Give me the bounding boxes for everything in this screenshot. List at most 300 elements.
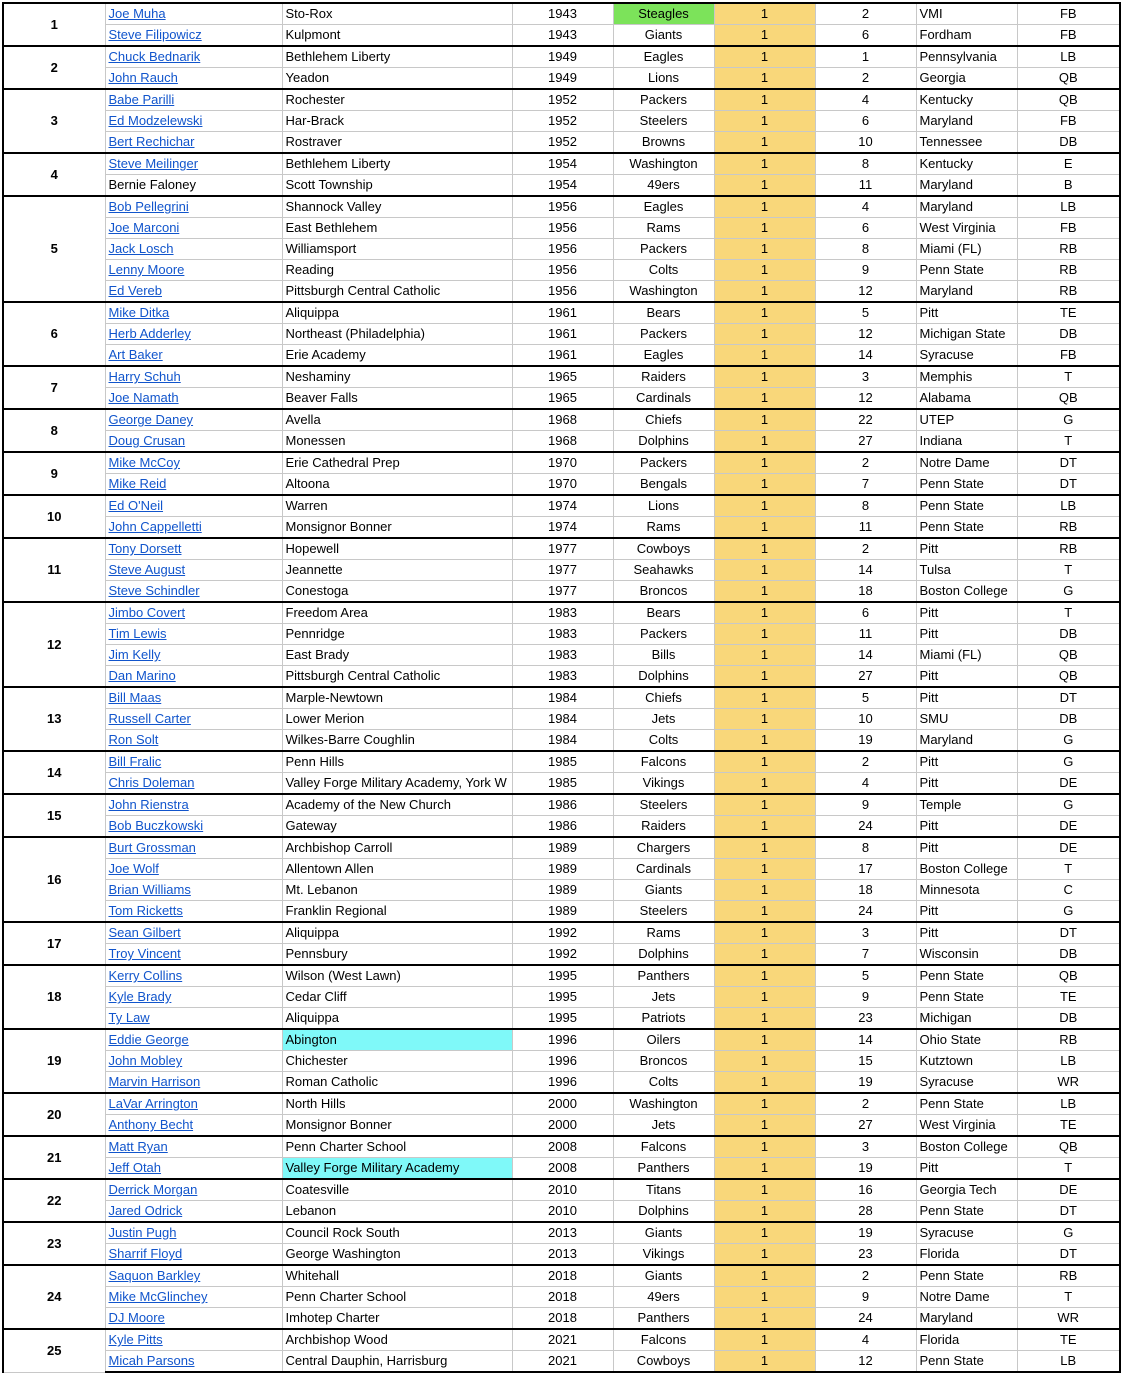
high-school-cell[interactable]: Beaver Falls: [282, 388, 512, 410]
player-name-cell[interactable]: [105, 452, 282, 474]
round-cell[interactable]: 1: [714, 645, 815, 666]
nfl-team-cell[interactable]: Chargers: [613, 837, 714, 859]
college-cell[interactable]: Penn State: [916, 495, 1017, 517]
pick-cell[interactable]: 1: [815, 46, 916, 68]
player-name-cell[interactable]: [105, 1029, 282, 1051]
player-link[interactable]: Ed Vereb: [108, 283, 162, 298]
college-cell[interactable]: Pitt: [916, 837, 1017, 859]
high-school-cell[interactable]: Aliquippa: [282, 922, 512, 944]
high-school-cell[interactable]: Pittsburgh Central Catholic: [282, 666, 512, 688]
nfl-team-cell[interactable]: Bills: [613, 645, 714, 666]
nfl-team-cell[interactable]: Panthers: [613, 1158, 714, 1180]
rank-cell[interactable]: 6: [3, 302, 105, 366]
pick-cell[interactable]: 5: [815, 687, 916, 709]
nfl-team-cell[interactable]: Dolphins: [613, 944, 714, 966]
round-cell[interactable]: 1: [714, 730, 815, 752]
nfl-team-cell[interactable]: 49ers: [613, 175, 714, 197]
high-school-cell[interactable]: Cedar Cliff: [282, 987, 512, 1008]
pick-cell[interactable]: 14: [815, 645, 916, 666]
player-link[interactable]: Ty Law: [108, 1010, 150, 1025]
player-name-cell[interactable]: [105, 1051, 282, 1072]
high-school-cell[interactable]: Har-Brack: [282, 111, 512, 132]
high-school-cell[interactable]: Council Rock South: [282, 1222, 512, 1244]
position-cell[interactable]: WR: [1017, 1308, 1120, 1330]
round-cell[interactable]: 1: [714, 944, 815, 966]
college-cell[interactable]: Syracuse: [916, 1222, 1017, 1244]
pick-cell[interactable]: 11: [815, 517, 916, 539]
position-cell[interactable]: T: [1017, 1287, 1120, 1308]
pick-cell[interactable]: 10: [815, 132, 916, 154]
draft-year-cell[interactable]: 1995: [512, 965, 613, 987]
high-school-cell[interactable]: Rochester: [282, 89, 512, 111]
high-school-cell[interactable]: Wilson (West Lawn): [282, 965, 512, 987]
player-name-cell[interactable]: [105, 196, 282, 218]
draft-year-cell[interactable]: 2010: [512, 1201, 613, 1223]
round-cell[interactable]: 1: [714, 89, 815, 111]
position-cell[interactable]: G: [1017, 409, 1120, 431]
draft-year-cell[interactable]: 1965: [512, 366, 613, 388]
position-cell[interactable]: DE: [1017, 1179, 1120, 1201]
round-cell[interactable]: 1: [714, 302, 815, 324]
player-link[interactable]: Bert Rechichar: [108, 134, 195, 149]
college-cell[interactable]: Maryland: [916, 196, 1017, 218]
nfl-team-cell[interactable]: Bears: [613, 602, 714, 624]
player-link[interactable]: George Daney: [108, 412, 194, 427]
player-name-cell[interactable]: [105, 260, 282, 281]
nfl-team-cell[interactable]: Broncos: [613, 1051, 714, 1072]
pick-cell[interactable]: 8: [815, 495, 916, 517]
nfl-team-cell[interactable]: Chiefs: [613, 687, 714, 709]
round-cell[interactable]: 1: [714, 68, 815, 90]
pick-cell[interactable]: 18: [815, 880, 916, 901]
round-cell[interactable]: 1: [714, 1308, 815, 1330]
college-cell[interactable]: Notre Dame: [916, 452, 1017, 474]
position-cell[interactable]: T: [1017, 1158, 1120, 1180]
college-cell[interactable]: Michigan State: [916, 324, 1017, 345]
college-cell[interactable]: Boston College: [916, 1136, 1017, 1158]
round-cell[interactable]: 1: [714, 1222, 815, 1244]
high-school-cell[interactable]: Jeannette: [282, 560, 512, 581]
position-cell[interactable]: G: [1017, 751, 1120, 773]
position-cell[interactable]: QB: [1017, 1136, 1120, 1158]
high-school-cell[interactable]: Erie Cathedral Prep: [282, 452, 512, 474]
college-cell[interactable]: Maryland: [916, 1308, 1017, 1330]
draft-year-cell[interactable]: 1992: [512, 944, 613, 966]
position-cell[interactable]: FB: [1017, 345, 1120, 367]
draft-year-cell[interactable]: 1943: [512, 3, 613, 25]
draft-year-cell[interactable]: 1989: [512, 880, 613, 901]
player-name-cell[interactable]: [105, 474, 282, 496]
college-cell[interactable]: Pitt: [916, 687, 1017, 709]
round-cell[interactable]: 1: [714, 517, 815, 539]
pick-cell[interactable]: 3: [815, 922, 916, 944]
player-name-cell[interactable]: [105, 111, 282, 132]
round-cell[interactable]: 1: [714, 1029, 815, 1051]
round-cell[interactable]: 1: [714, 153, 815, 175]
nfl-team-cell[interactable]: Raiders: [613, 816, 714, 838]
college-cell[interactable]: Wisconsin: [916, 944, 1017, 966]
player-name-cell[interactable]: [105, 89, 282, 111]
college-cell[interactable]: SMU: [916, 709, 1017, 730]
pick-cell[interactable]: 9: [815, 794, 916, 816]
college-cell[interactable]: Penn State: [916, 474, 1017, 496]
rank-cell[interactable]: 10: [3, 495, 105, 538]
draft-year-cell[interactable]: 2018: [512, 1287, 613, 1308]
college-cell[interactable]: Georgia Tech: [916, 1179, 1017, 1201]
player-name-cell[interactable]: [105, 965, 282, 987]
player-name-cell[interactable]: [105, 1201, 282, 1223]
round-cell[interactable]: 1: [714, 1115, 815, 1137]
position-cell[interactable]: QB: [1017, 645, 1120, 666]
position-cell[interactable]: QB: [1017, 68, 1120, 90]
nfl-team-cell[interactable]: Packers: [613, 452, 714, 474]
draft-year-cell[interactable]: 1983: [512, 602, 613, 624]
college-cell[interactable]: Maryland: [916, 175, 1017, 197]
round-cell[interactable]: 1: [714, 560, 815, 581]
round-cell[interactable]: 1: [714, 1158, 815, 1180]
high-school-cell[interactable]: Whitehall: [282, 1265, 512, 1287]
nfl-team-cell[interactable]: Eagles: [613, 46, 714, 68]
high-school-cell[interactable]: Warren: [282, 495, 512, 517]
player-link[interactable]: John Mobley: [108, 1053, 183, 1068]
round-cell[interactable]: 1: [714, 3, 815, 25]
college-cell[interactable]: West Virginia: [916, 218, 1017, 239]
position-cell[interactable]: DT: [1017, 1244, 1120, 1266]
player-name-cell[interactable]: [105, 302, 282, 324]
nfl-team-cell[interactable]: Oilers: [613, 1029, 714, 1051]
pick-cell[interactable]: 18: [815, 581, 916, 603]
pick-cell[interactable]: 19: [815, 1072, 916, 1094]
pick-cell[interactable]: 3: [815, 366, 916, 388]
pick-cell[interactable]: 5: [815, 965, 916, 987]
draft-year-cell[interactable]: 1970: [512, 474, 613, 496]
player-link[interactable]: Tony Dorsett: [108, 541, 182, 556]
pick-cell[interactable]: 2: [815, 68, 916, 90]
player-link[interactable]: Steve Filipowicz: [108, 27, 202, 42]
college-cell[interactable]: Indiana: [916, 431, 1017, 453]
draft-year-cell[interactable]: 1956: [512, 218, 613, 239]
rank-cell[interactable]: 23: [3, 1222, 105, 1265]
high-school-cell[interactable]: Gateway: [282, 816, 512, 838]
draft-year-cell[interactable]: 1954: [512, 175, 613, 197]
high-school-cell[interactable]: Rostraver: [282, 132, 512, 154]
pick-cell[interactable]: 2: [815, 452, 916, 474]
player-link[interactable]: Eddie George: [108, 1032, 189, 1047]
round-cell[interactable]: 1: [714, 901, 815, 923]
pick-cell[interactable]: 16: [815, 1179, 916, 1201]
round-cell[interactable]: 1: [714, 1265, 815, 1287]
player-name-cell[interactable]: [105, 560, 282, 581]
high-school-cell[interactable]: Pennridge: [282, 624, 512, 645]
player-link[interactable]: Mike McGlinchey: [108, 1289, 208, 1304]
player-link[interactable]: John Rauch: [108, 70, 178, 85]
draft-year-cell[interactable]: 1968: [512, 409, 613, 431]
player-link[interactable]: Burt Grossman: [108, 840, 196, 855]
player-name-cell[interactable]: [105, 517, 282, 539]
player-link[interactable]: LaVar Arrington: [108, 1096, 198, 1111]
high-school-cell[interactable]: Central Dauphin, Harrisburg: [282, 1351, 512, 1373]
pick-cell[interactable]: 14: [815, 345, 916, 367]
player-link[interactable]: Steve Meilinger: [108, 156, 199, 171]
position-cell[interactable]: DT: [1017, 1201, 1120, 1223]
player-link[interactable]: Kerry Collins: [108, 968, 183, 983]
pick-cell[interactable]: 6: [815, 111, 916, 132]
nfl-team-cell[interactable]: Cowboys: [613, 1351, 714, 1373]
high-school-cell[interactable]: Freedom Area: [282, 602, 512, 624]
position-cell[interactable]: DE: [1017, 816, 1120, 838]
high-school-cell[interactable]: Monsignor Bonner: [282, 1115, 512, 1137]
position-cell[interactable]: FB: [1017, 218, 1120, 239]
college-cell[interactable]: Pitt: [916, 922, 1017, 944]
position-cell[interactable]: DB: [1017, 944, 1120, 966]
player-name-cell[interactable]: [105, 3, 282, 25]
player-link[interactable]: Justin Pugh: [108, 1225, 177, 1240]
draft-year-cell[interactable]: 1956: [512, 196, 613, 218]
rank-cell[interactable]: 17: [3, 922, 105, 965]
pick-cell[interactable]: 28: [815, 1201, 916, 1223]
player-name-cell[interactable]: [105, 1351, 282, 1373]
nfl-team-cell[interactable]: Eagles: [613, 345, 714, 367]
draft-year-cell[interactable]: 1984: [512, 730, 613, 752]
player-link[interactable]: Joe Wolf: [108, 861, 159, 876]
round-cell[interactable]: 1: [714, 687, 815, 709]
draft-year-cell[interactable]: 2010: [512, 1179, 613, 1201]
pick-cell[interactable]: 8: [815, 239, 916, 260]
round-cell[interactable]: 1: [714, 1093, 815, 1115]
player-name-cell[interactable]: [105, 25, 282, 47]
college-cell[interactable]: Temple: [916, 794, 1017, 816]
player-link[interactable]: Steve August: [108, 562, 186, 577]
nfl-team-cell[interactable]: Dolphins: [613, 666, 714, 688]
nfl-team-cell[interactable]: Rams: [613, 218, 714, 239]
nfl-team-cell[interactable]: Jets: [613, 1115, 714, 1137]
high-school-cell[interactable]: Allentown Allen: [282, 859, 512, 880]
draft-year-cell[interactable]: 1952: [512, 89, 613, 111]
pick-cell[interactable]: 11: [815, 175, 916, 197]
draft-year-cell[interactable]: 1996: [512, 1051, 613, 1072]
player-link[interactable]: Bob Buczkowski: [108, 818, 204, 833]
college-cell[interactable]: Kutztown: [916, 1051, 1017, 1072]
nfl-team-cell[interactable]: Dolphins: [613, 1201, 714, 1223]
college-cell[interactable]: Tennessee: [916, 132, 1017, 154]
player-name-cell[interactable]: [105, 388, 282, 410]
college-cell[interactable]: Pitt: [916, 302, 1017, 324]
nfl-team-cell[interactable]: Giants: [613, 25, 714, 47]
college-cell[interactable]: Syracuse: [916, 345, 1017, 367]
player-link[interactable]: Ed O'Neil: [108, 498, 164, 513]
player-name-cell[interactable]: [105, 1308, 282, 1330]
round-cell[interactable]: 1: [714, 709, 815, 730]
player-name-cell[interactable]: [105, 68, 282, 90]
round-cell[interactable]: 1: [714, 1179, 815, 1201]
nfl-team-cell[interactable]: Cardinals: [613, 388, 714, 410]
rank-cell[interactable]: 19: [3, 1029, 105, 1093]
round-cell[interactable]: 1: [714, 773, 815, 795]
college-cell[interactable]: Penn State: [916, 965, 1017, 987]
draft-year-cell[interactable]: 1961: [512, 302, 613, 324]
college-cell[interactable]: Penn State: [916, 517, 1017, 539]
position-cell[interactable]: RB: [1017, 517, 1120, 539]
player-link[interactable]: Tom Ricketts: [108, 903, 183, 918]
player-link[interactable]: Saquon Barkley: [108, 1268, 201, 1283]
round-cell[interactable]: 1: [714, 1072, 815, 1094]
high-school-cell[interactable]: Avella: [282, 409, 512, 431]
nfl-team-cell[interactable]: Jets: [613, 709, 714, 730]
nfl-team-cell[interactable]: Panthers: [613, 1308, 714, 1330]
high-school-cell[interactable]: Pennsbury: [282, 944, 512, 966]
draft-year-cell[interactable]: 1986: [512, 816, 613, 838]
high-school-cell[interactable]: Yeadon: [282, 68, 512, 90]
draft-year-cell[interactable]: 2021: [512, 1351, 613, 1373]
high-school-cell[interactable]: Monessen: [282, 431, 512, 453]
draft-year-cell[interactable]: 1983: [512, 624, 613, 645]
round-cell[interactable]: 1: [714, 987, 815, 1008]
position-cell[interactable]: RB: [1017, 281, 1120, 303]
pick-cell[interactable]: 17: [815, 859, 916, 880]
pick-cell[interactable]: 7: [815, 474, 916, 496]
pick-cell[interactable]: 24: [815, 816, 916, 838]
draft-year-cell[interactable]: 1986: [512, 794, 613, 816]
high-school-cell[interactable]: Archbishop Carroll: [282, 837, 512, 859]
round-cell[interactable]: 1: [714, 260, 815, 281]
nfl-team-cell[interactable]: Falcons: [613, 1329, 714, 1351]
player-link[interactable]: Jack Losch: [108, 241, 174, 256]
player-link[interactable]: DJ Moore: [108, 1310, 165, 1325]
nfl-team-cell[interactable]: Packers: [613, 624, 714, 645]
pick-cell[interactable]: 2: [815, 751, 916, 773]
round-cell[interactable]: 1: [714, 345, 815, 367]
nfl-team-cell[interactable]: Rams: [613, 922, 714, 944]
draft-year-cell[interactable]: 1983: [512, 666, 613, 688]
high-school-cell[interactable]: Sto-Rox: [282, 3, 512, 25]
pick-cell[interactable]: 12: [815, 388, 916, 410]
player-name-cell[interactable]: [105, 1072, 282, 1094]
college-cell[interactable]: Penn State: [916, 987, 1017, 1008]
player-link[interactable]: Chris Doleman: [108, 775, 195, 790]
position-cell[interactable]: RB: [1017, 239, 1120, 260]
player-name-cell[interactable]: [105, 324, 282, 345]
player-name-cell[interactable]: [105, 987, 282, 1008]
player-link[interactable]: Anthony Becht: [108, 1117, 194, 1132]
player-link[interactable]: Babe Parilli: [108, 92, 175, 107]
high-school-cell[interactable]: North Hills: [282, 1093, 512, 1115]
round-cell[interactable]: 1: [714, 751, 815, 773]
position-cell[interactable]: T: [1017, 366, 1120, 388]
player-name-cell[interactable]: [105, 409, 282, 431]
pick-cell[interactable]: 22: [815, 409, 916, 431]
high-school-cell[interactable]: Altoona: [282, 474, 512, 496]
player-name-cell[interactable]: [105, 602, 282, 624]
college-cell[interactable]: Pitt: [916, 901, 1017, 923]
high-school-cell[interactable]: Reading: [282, 260, 512, 281]
round-cell[interactable]: 1: [714, 1201, 815, 1223]
college-cell[interactable]: Kentucky: [916, 153, 1017, 175]
position-cell[interactable]: DT: [1017, 687, 1120, 709]
high-school-cell[interactable]: Marple-Newtown: [282, 687, 512, 709]
position-cell[interactable]: QB: [1017, 89, 1120, 111]
player-link[interactable]: Lenny Moore: [108, 262, 185, 277]
nfl-team-cell[interactable]: Lions: [613, 68, 714, 90]
round-cell[interactable]: 1: [714, 666, 815, 688]
player-link[interactable]: Sharrif Floyd: [108, 1246, 183, 1261]
pick-cell[interactable]: 14: [815, 1029, 916, 1051]
rank-cell[interactable]: 3: [3, 89, 105, 153]
player-link[interactable]: Matt Ryan: [108, 1139, 168, 1154]
player-name-cell[interactable]: [105, 581, 282, 603]
pick-cell[interactable]: 4: [815, 89, 916, 111]
high-school-cell[interactable]: Lower Merion: [282, 709, 512, 730]
nfl-team-cell[interactable]: Washington: [613, 1093, 714, 1115]
round-cell[interactable]: 1: [714, 1351, 815, 1373]
rank-cell[interactable]: 7: [3, 366, 105, 409]
rank-cell[interactable]: 1: [3, 3, 105, 46]
draft-year-cell[interactable]: 1985: [512, 773, 613, 795]
round-cell[interactable]: 1: [714, 495, 815, 517]
round-cell[interactable]: 1: [714, 538, 815, 560]
draft-year-cell[interactable]: 2013: [512, 1222, 613, 1244]
pick-cell[interactable]: 8: [815, 837, 916, 859]
round-cell[interactable]: 1: [714, 1136, 815, 1158]
player-name-cell[interactable]: [105, 645, 282, 666]
pick-cell[interactable]: 9: [815, 1287, 916, 1308]
player-name-cell[interactable]: [105, 880, 282, 901]
nfl-team-cell[interactable]: Steelers: [613, 901, 714, 923]
high-school-cell[interactable]: Shannock Valley: [282, 196, 512, 218]
rank-cell[interactable]: 4: [3, 153, 105, 196]
player-link[interactable]: Joe Namath: [108, 390, 179, 405]
player-name-cell[interactable]: [105, 751, 282, 773]
pick-cell[interactable]: 8: [815, 153, 916, 175]
high-school-cell[interactable]: Academy of the New Church: [282, 794, 512, 816]
college-cell[interactable]: Pitt: [916, 816, 1017, 838]
pick-cell[interactable]: 19: [815, 1158, 916, 1180]
player-name-cell[interactable]: [105, 773, 282, 795]
high-school-cell[interactable]: Wilkes-Barre Coughlin: [282, 730, 512, 752]
nfl-team-cell[interactable]: Browns: [613, 132, 714, 154]
pick-cell[interactable]: 2: [815, 538, 916, 560]
position-cell[interactable]: DT: [1017, 474, 1120, 496]
round-cell[interactable]: 1: [714, 1287, 815, 1308]
high-school-cell[interactable]: Neshaminy: [282, 366, 512, 388]
player-name-cell[interactable]: [105, 816, 282, 838]
college-cell[interactable]: Maryland: [916, 281, 1017, 303]
player-link[interactable]: Joe Muha: [108, 6, 166, 21]
player-name-cell[interactable]: [105, 153, 282, 175]
rank-cell[interactable]: 5: [3, 196, 105, 302]
rank-cell[interactable]: 11: [3, 538, 105, 602]
round-cell[interactable]: 1: [714, 239, 815, 260]
player-name-cell[interactable]: [105, 1265, 282, 1287]
player-link[interactable]: Ed Modzelewski: [108, 113, 203, 128]
nfl-team-cell[interactable]: Vikings: [613, 1244, 714, 1266]
college-cell[interactable]: Penn State: [916, 260, 1017, 281]
player-link[interactable]: Jared Odrick: [108, 1203, 183, 1218]
player-link[interactable]: Chuck Bednarik: [108, 49, 201, 64]
player-link[interactable]: Jeff Otah: [108, 1160, 162, 1175]
nfl-team-cell[interactable]: Eagles: [613, 196, 714, 218]
pick-cell[interactable]: 12: [815, 281, 916, 303]
position-cell[interactable]: DB: [1017, 709, 1120, 730]
college-cell[interactable]: Penn State: [916, 1201, 1017, 1223]
college-cell[interactable]: UTEP: [916, 409, 1017, 431]
high-school-cell[interactable]: Northeast (Philadelphia): [282, 324, 512, 345]
high-school-cell[interactable]: Roman Catholic: [282, 1072, 512, 1094]
high-school-cell[interactable]: Archbishop Wood: [282, 1329, 512, 1351]
round-cell[interactable]: 1: [714, 175, 815, 197]
draft-year-cell[interactable]: 2008: [512, 1136, 613, 1158]
nfl-team-cell[interactable]: Cowboys: [613, 538, 714, 560]
player-name-cell[interactable]: [105, 794, 282, 816]
